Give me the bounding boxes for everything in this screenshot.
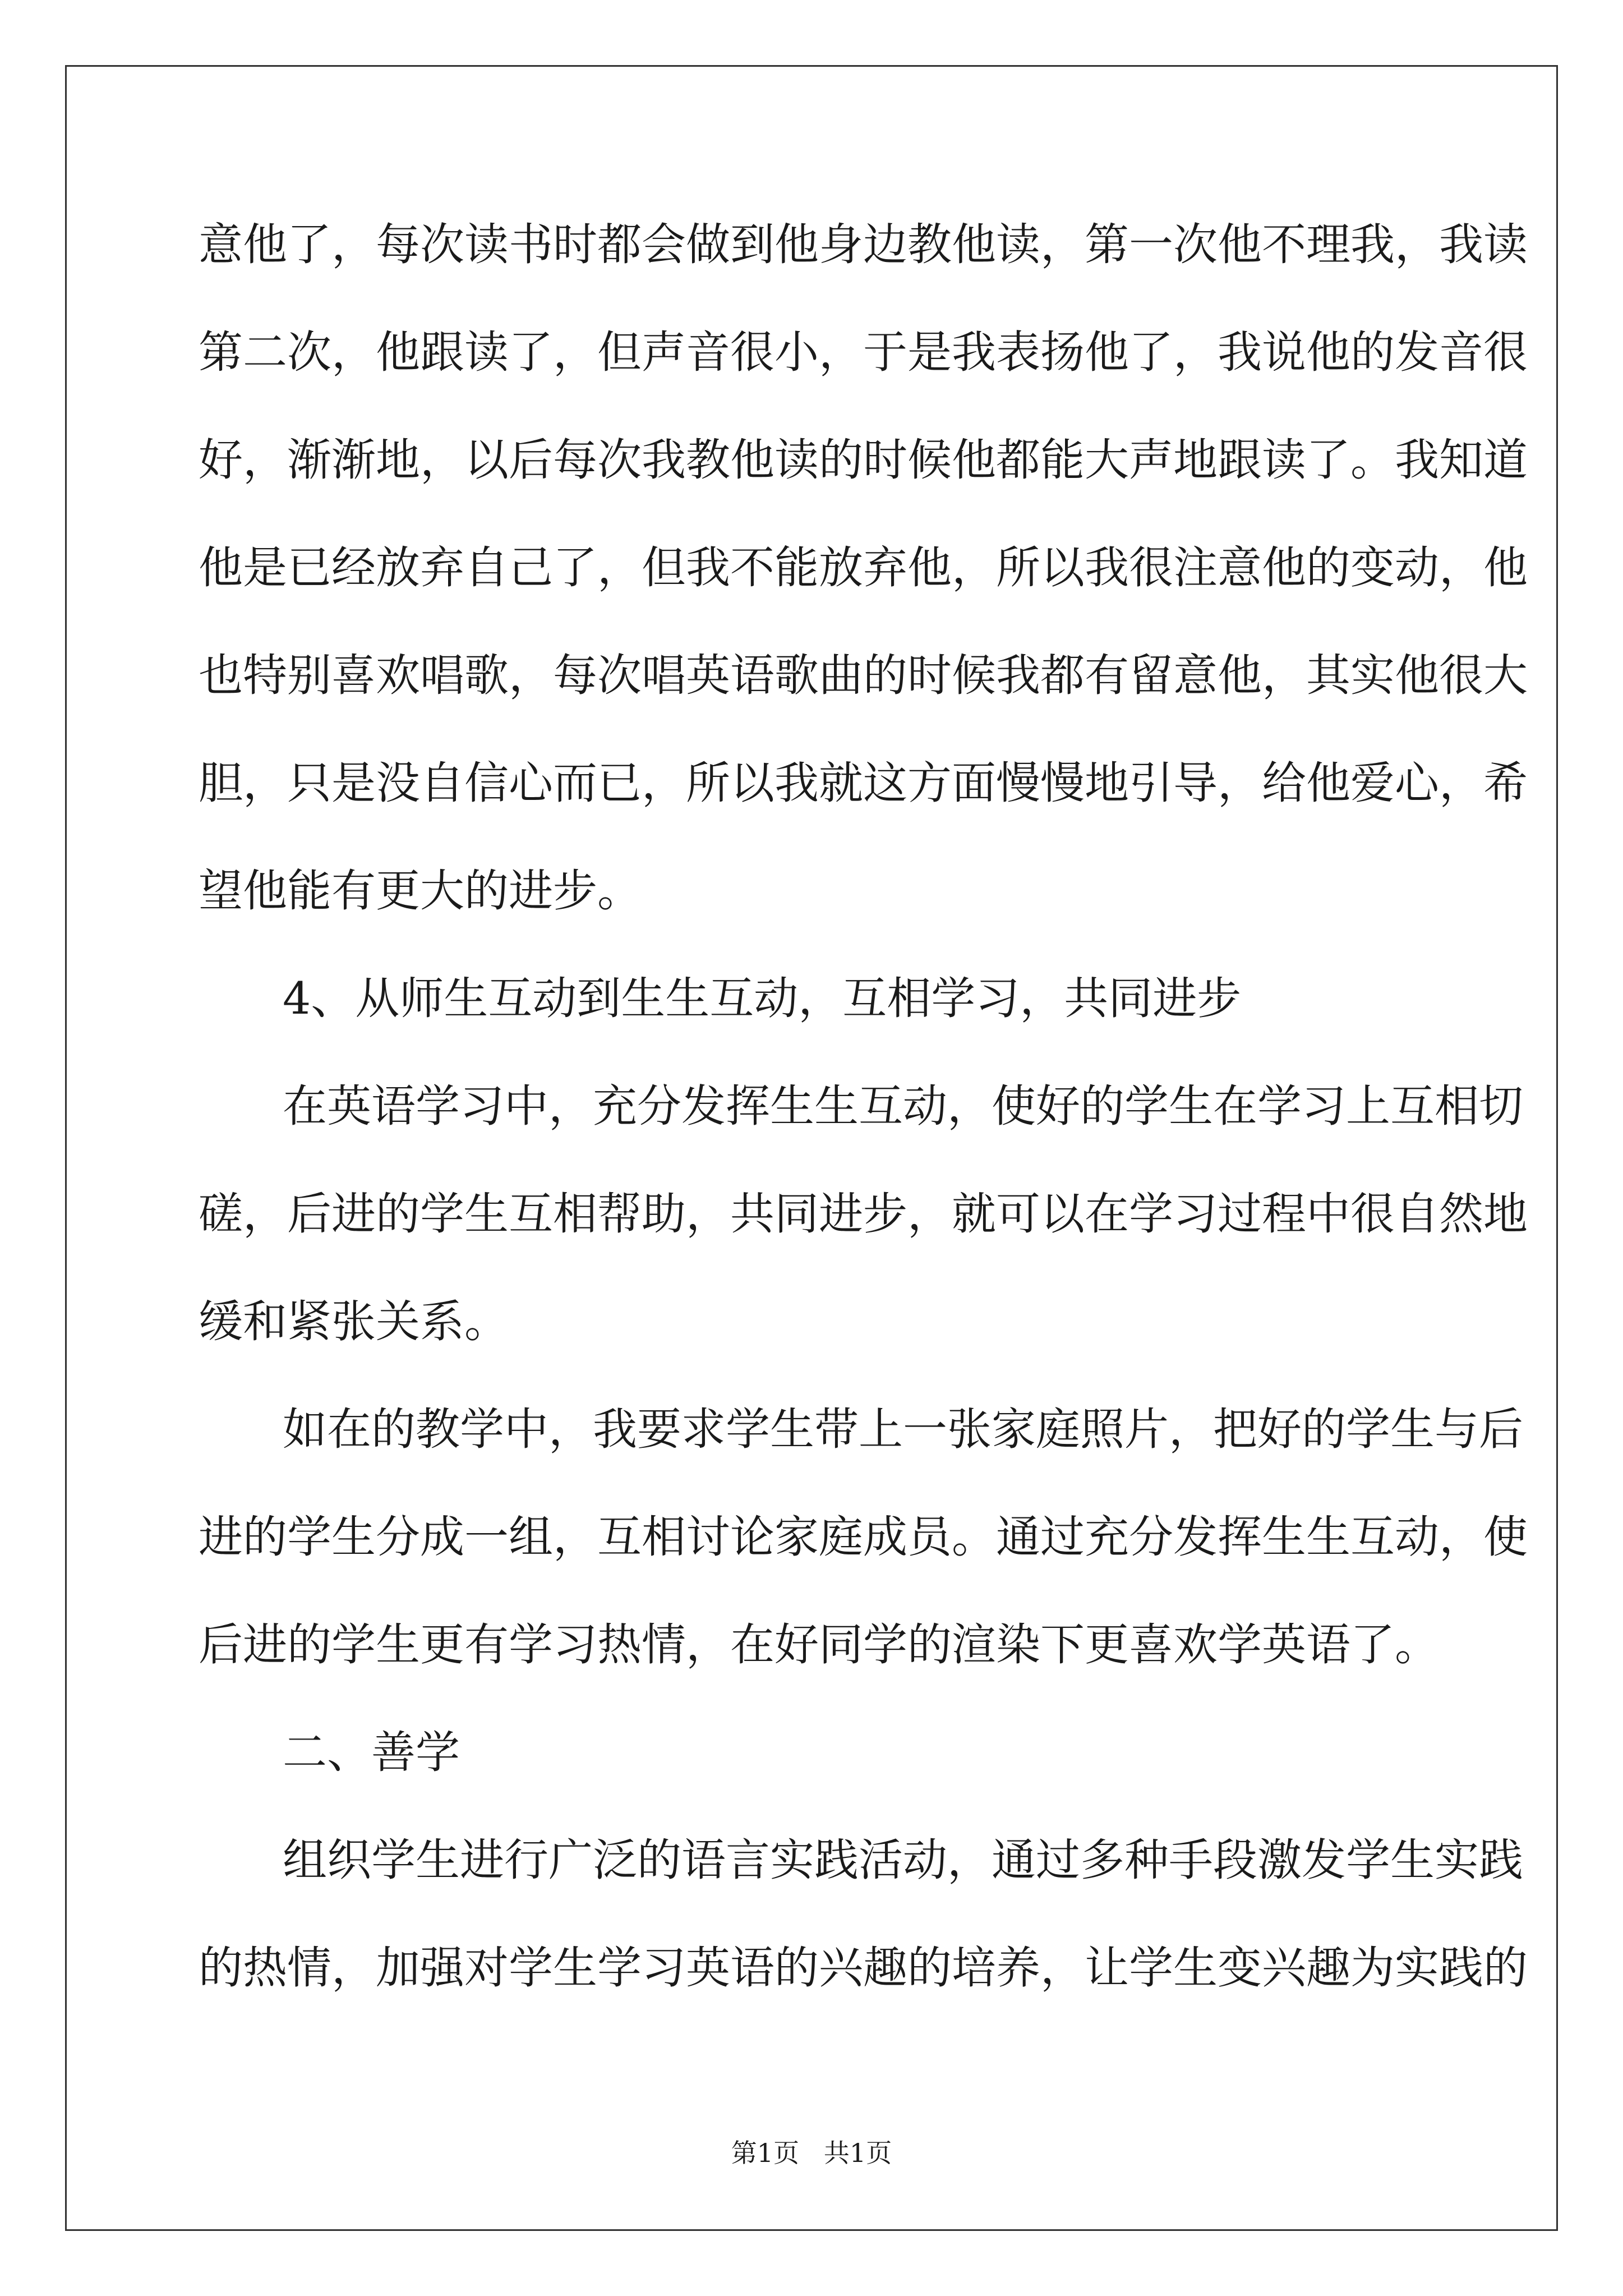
text-line: 后进的学生更有学习热情，在好同学的渲染下更喜欢学英语了。 (199, 1619, 1439, 1671)
text-line: 第二次，他跟读了，但声音很小，于是我表扬他了，我说他的发音很 (199, 326, 1528, 378)
text-line: 意他了，每次读书时都会做到他身边教他读，第一次他不理我，我读 (199, 219, 1528, 270)
text-line: 如在的教学中，我要求学生带上一张家庭照片，把好的学生与后 (283, 1404, 1523, 1455)
text-line: 胆，只是没自信心而已，所以我就这方面慢慢地引导，给他爱心，希 (199, 757, 1528, 809)
section-heading: 二、善学 (283, 1727, 460, 1778)
section-heading: 4、从师生互动到生生互动，互相学习，共同进步 (283, 973, 1242, 1024)
text-line: 组织学生进行广泛的语言实践活动，通过多种手段激发学生实践 (283, 1834, 1523, 1886)
text-line: 望他能有更大的进步。 (199, 865, 642, 917)
text-line: 磋，后进的学生互相帮助，共同进步，就可以在学习过程中很自然地 (199, 1188, 1528, 1240)
text-line: 也特别喜欢唱歌，每次唱英语歌曲的时候我都有留意他，其实他很大 (199, 650, 1528, 701)
text-line: 缓和紧张关系。 (199, 1296, 509, 1347)
page-footer: 第1页 共1页 (731, 2138, 892, 2168)
text-line: 他是已经放弃自己了，但我不能放弃他，所以我很注意他的变动，他 (199, 542, 1528, 593)
text-line: 好，渐渐地，以后每次我教他读的时候他都能大声地跟读了。我知道 (199, 434, 1528, 486)
text-line: 在英语学习中，充分发挥生生互动，使好的学生在学习上互相切 (283, 1080, 1523, 1132)
document-body (199, 218, 1528, 1995)
text-line: 进的学生分成一组，互相讨论家庭成员。通过充分发挥生生互动，使 (199, 1511, 1528, 1563)
text-line: 的热情，加强对学生学习英语的兴趣的培养，让学生变兴趣为实践的 (199, 1942, 1528, 1994)
